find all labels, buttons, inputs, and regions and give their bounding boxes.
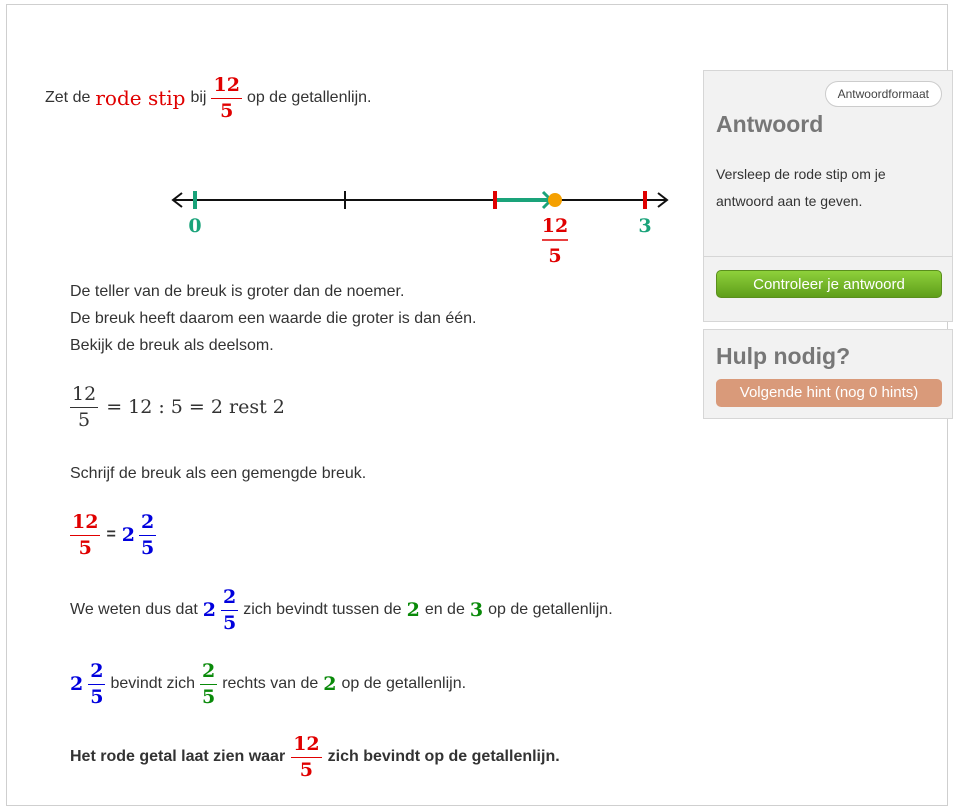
question-suffix: op de getallenlijn. bbox=[246, 89, 372, 106]
between-prefix: We weten dus dat bbox=[70, 601, 198, 618]
between-suffix: op de getallenlijn. bbox=[488, 601, 613, 618]
between-fraction bbox=[221, 585, 238, 634]
next-hint-button[interactable]: Volgende hint (nog 0 hints) bbox=[716, 379, 942, 407]
right-of-mixed-fraction bbox=[88, 659, 105, 708]
question-prefix: Zet de bbox=[45, 89, 91, 106]
between-b: 3 bbox=[469, 599, 484, 621]
conclusion-prefix: Het rode getal laat zien waar bbox=[70, 748, 286, 765]
mixed-numerator: 2 bbox=[141, 510, 155, 533]
mixed-fraction bbox=[139, 510, 156, 559]
red-dot[interactable] bbox=[548, 193, 562, 207]
help-panel bbox=[703, 329, 953, 419]
division-numerator: 12 bbox=[72, 382, 97, 405]
right-of-mid: bevindt zich bbox=[110, 675, 195, 692]
answer-panel bbox=[703, 70, 953, 322]
answer-title: Antwoord bbox=[716, 111, 824, 137]
mixed-intro: Schrijf de breuk als een gemengde breuk. bbox=[70, 465, 367, 482]
dot-label-numerator: 12 bbox=[541, 215, 569, 237]
right-of-fraction-denominator: 5 bbox=[201, 685, 216, 708]
question bbox=[45, 70, 371, 126]
between-numerator: 2 bbox=[223, 585, 237, 608]
hint-line-3: Bekijk de breuk als deelsom. bbox=[70, 337, 274, 354]
dot-label-denominator: 5 bbox=[548, 245, 562, 267]
division-equation bbox=[70, 378, 285, 436]
answer-format-button[interactable]: Antwoordformaat bbox=[825, 81, 942, 107]
number-line[interactable] bbox=[160, 180, 680, 270]
fraction-numerator: 12 bbox=[213, 73, 240, 96]
question-mid: bij bbox=[190, 89, 207, 106]
mixed-equals: = bbox=[106, 526, 116, 543]
between-line bbox=[70, 582, 613, 638]
conclusion-denominator: 5 bbox=[291, 757, 321, 780]
fraction-denominator: 5 bbox=[211, 98, 241, 121]
hint-line-2: De breuk heeft daarom een waarde die groter is dan één. bbox=[70, 310, 477, 327]
between-mid: zich bevindt tussen de bbox=[243, 601, 402, 618]
answer-instruction: Versleep de rode stip om je antwoord aan te geven. bbox=[716, 166, 886, 209]
hint-line-1: De teller van de breuk is groter dan de noemer. bbox=[70, 283, 405, 300]
between-denominator: 5 bbox=[223, 611, 237, 634]
right-of-mid2: rechts van de bbox=[222, 675, 319, 692]
mixed-whole: 2 bbox=[121, 524, 136, 546]
question-fraction bbox=[211, 73, 241, 122]
right-of-line bbox=[70, 656, 466, 712]
help-title: Hulp nodig? bbox=[716, 343, 851, 369]
conclusion-line bbox=[70, 729, 560, 785]
between-a: 2 bbox=[406, 599, 420, 621]
mixed-equation bbox=[70, 506, 156, 564]
mixed-improper-denominator: 5 bbox=[70, 535, 100, 558]
check-answer-button[interactable]: Controleer je antwoord bbox=[716, 270, 942, 298]
division-denominator: 5 bbox=[70, 407, 98, 430]
right-of-ref: 2 bbox=[323, 673, 337, 695]
right-of-fraction-numerator: 2 bbox=[201, 659, 216, 682]
right-of-suffix: op de getallenlijn. bbox=[341, 675, 467, 692]
mixed-improper-fraction bbox=[70, 510, 100, 559]
conclusion-suffix: zich bevindt op de getallenlijn. bbox=[327, 748, 560, 765]
right-of-numerator: 2 bbox=[90, 659, 104, 682]
between-and: en de bbox=[424, 601, 465, 618]
right-of-denominator: 5 bbox=[90, 685, 104, 708]
conclusion-fraction bbox=[291, 732, 321, 781]
label-zero: 0 bbox=[188, 215, 202, 237]
conclusion-numerator: 12 bbox=[293, 732, 320, 755]
between-whole: 2 bbox=[202, 599, 217, 621]
question-highlight: rode stip bbox=[95, 86, 186, 110]
label-three: 3 bbox=[638, 215, 652, 237]
division-expression: = 12 : 5 = 2 rest 2 bbox=[106, 396, 285, 418]
right-of-fraction bbox=[200, 659, 217, 708]
mixed-denominator: 5 bbox=[141, 536, 155, 559]
panel-divider bbox=[704, 256, 952, 257]
mixed-improper-numerator: 12 bbox=[72, 510, 99, 533]
right-of-whole: 2 bbox=[70, 673, 84, 695]
division-fraction bbox=[70, 382, 98, 431]
